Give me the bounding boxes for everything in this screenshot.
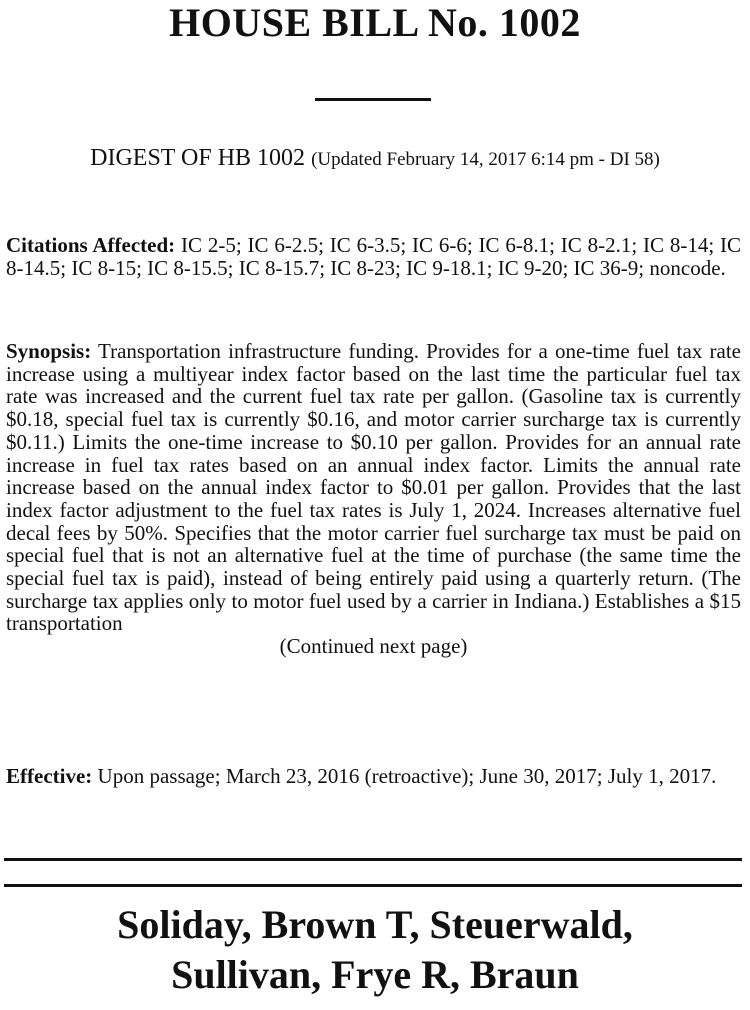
synopsis-text: Transportation infrastructure funding. Provides for a one-time fuel tax rate increase using a multiyear index factor based on the last time the particular fuel tax rate was increased and the current fuel tax rate per gallon. (Gasoline tax is currently $0.18, special fuel tax is currently $0.16, and motor carrier surcharge tax is currently $0.11.) Limits the one-time increase to $0.10 per gallon. Provides for an annual rate increase in fuel tax rates based on an annual index factor. Limits the annual rate increase based on the annual index factor to $0.01 per gallon. Provides that the last index factor adjustment to the fuel tax rates is July 1, 2024. Increases alternative fuel decal fees by 50%. Specifies that the motor carrier fuel surcharge tax must be paid on special fuel that is not an alternative fuel at the time of purchase (the same time the special fuel tax is paid), instead of being entirely paid using a quarterly return. (The surcharge tax applies only to motor fuel used by a carrier in Indiana.) Establishes a $15 transportation [6,339,741,636]
citations-affected [6,234,741,279]
effective-dates [6,765,741,788]
authors [0,900,750,1000]
synopsis [6,340,741,658]
title-underline [315,98,431,101]
digest-title: DIGEST OF HB 1002 [90,145,306,171]
divider-bottom [4,884,742,887]
bill-title: HOUSE BILL No. 1002 [169,0,581,45]
citations-text: IC 2-5; IC 6-2.5; IC 6-3.5; IC 6-6; IC 6-8.1; IC 8-2.1; IC 8-14; IC 8-14.5; IC 8-15; IC 8-15.5; IC 8-15.7; IC 8-23; IC 9-18.1; IC 9-20; IC 36-9; noncode. [6,233,742,280]
continued-note: (Continued next page) [279,634,468,659]
effective-label: Effective: [6,764,93,788]
synopsis-label: Synopsis: [6,339,92,363]
authors-line-1: Soliday, Brown T, Steuerwald, [117,902,633,947]
divider-top [4,858,742,861]
authors-line-2: Sullivan, Frye R, Braun [171,952,579,997]
digest-updated: (Updated February 14, 2017 6:14 pm - DI 58) [311,149,660,170]
citations-label: Citations Affected: [6,233,176,257]
effective-text: Upon passage; March 23, 2016 (retroactive); June 30, 2017; July 1, 2017. [97,764,717,788]
digest-heading [0,141,750,177]
